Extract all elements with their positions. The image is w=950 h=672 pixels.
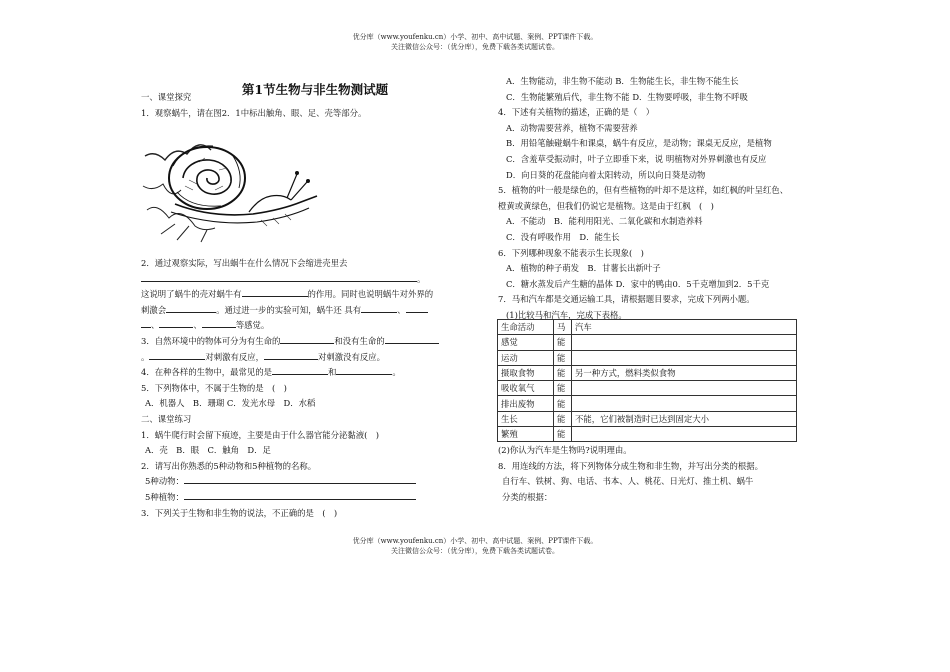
table-cell: 另一种方式，燃料类似食物 [572, 365, 797, 380]
blank[interactable] [149, 350, 205, 360]
practice-1: 1．蜗牛爬行时会留下痕迹，主要是由于什么器官能分泌黏液( ) [141, 429, 379, 440]
q4-option-d: D．向日葵的花盘能向着太阳转动，所以向日葵是动物 [506, 169, 706, 180]
footer-line-2: 关注微信公众号：（优分库），免费下载各类试题试卷。 [391, 547, 559, 555]
table-cell: 能 [554, 365, 572, 380]
table-cell: 能 [554, 350, 572, 365]
question-5-options: A．机器人 B．珊瑚 C．发光水母 D．水稻 [145, 398, 316, 409]
header-line-2: 关注微信公众号：（优分库），免费下载各类试题试卷。 [391, 43, 559, 51]
question-3-cont: 。 对刺激有反应， 对刺激没有反应。 [141, 351, 385, 362]
q6-options-ab: A．植物的种子萌发 B．甘薯长出新叶子 [506, 263, 661, 274]
question-2-answer-line: 。 [141, 272, 476, 288]
practice-1-options: A．壳 B．眼 C．触角 D．足 [145, 445, 271, 456]
blank[interactable] [184, 490, 416, 500]
snail-stimulus-line: 刺激会 。通过进一步的实验可知，蜗牛还 具有 、 [141, 303, 476, 319]
table-row [498, 335, 797, 350]
section-2-heading: 二、课堂练习 [141, 413, 192, 424]
table-cell: 感觉 [498, 335, 554, 350]
question-6: 6．下列哪种现象不能表示生长现象( ) [498, 247, 644, 258]
blank[interactable] [159, 318, 193, 328]
blank[interactable] [141, 272, 417, 282]
snail-shell-line: 这说明了蜗牛的壳对蜗牛有 的作用。同时也说明蜗牛对外界的 [141, 289, 434, 300]
blank[interactable] [184, 474, 416, 484]
table-cell: 摄取食物 [498, 365, 554, 380]
q4-option-b: B．用铅笔触碰蜗牛和课桌，蜗牛有反应，是动物；课桌无反应，是植物 [506, 138, 772, 149]
question-1: 1．观察蜗牛，请在图2．1中标出触角、眼、足、壳等部分。 [141, 107, 367, 118]
question-5: 5．下列物体中，不属于生物的是 ( ) [141, 382, 287, 393]
table-cell[interactable] [572, 396, 797, 411]
blank[interactable] [272, 365, 328, 375]
option-line-2: C．生物能繁殖后代，非生物不能 D．生物要呼吸，非生物不呼吸 [506, 91, 748, 102]
table-cell: 排出废物 [498, 396, 554, 411]
horse-car-table [497, 319, 797, 442]
left-column-lower [141, 256, 476, 521]
blank[interactable] [361, 303, 397, 313]
table-cell: 能 [554, 335, 572, 350]
practice-2-plants: 5种植物： [141, 490, 476, 506]
question-7: 7．马和汽车都是交通运输工具，请根据题目要求，完成下列两小题。 [498, 294, 755, 305]
question-7-part-2: (2)你认为汽车是生物吗?说明理由。 [498, 445, 632, 455]
table-row [498, 350, 797, 365]
page-title: 第1节生物与非生物测试题 [241, 82, 389, 97]
table-cell[interactable] [572, 427, 797, 442]
question-8: 8．用连线的方法，将下列物体分成生物和非生物，并写出分类的根据。 [498, 460, 763, 471]
question-2: 2．通过观察实际，写出蜗牛在什么情况下会缩进壳里去 [141, 258, 348, 268]
blank[interactable] [385, 334, 439, 344]
table-row [498, 320, 797, 335]
footer-line-1: 优分库（www.youfenku.cn）小学、初中、高中试题、案例、PPT课件下载。 [352, 537, 598, 545]
q4-option-c: C．含羞草受振动时，叶子立即垂下来，说 明植物对外界刺激也有反应 [506, 153, 767, 164]
table-cell[interactable] [572, 350, 797, 365]
table-row [498, 365, 797, 380]
table-cell: 繁殖 [498, 427, 554, 442]
question-4: 4．在种各样的生物中，最常见的是 和 。 [141, 367, 401, 378]
table-cell: 马 [554, 320, 572, 335]
q5-options-ab: A．不能动 B．能利用阳光、二氧化碳和水制造养料 [506, 216, 703, 227]
q5-options-cd: C．没有呼吸作用 D．能生长 [506, 231, 620, 242]
page-footer [0, 536, 950, 556]
section-1-heading: 一、课堂探究 [141, 92, 192, 102]
left-column [141, 90, 471, 121]
option-line-1: A．生物能动，非生物不能动 B．生物能生长，非生物不能生长 [506, 76, 739, 86]
table-row [498, 396, 797, 411]
table-cell: 不能，它们被制造时已达到固定大小 [572, 411, 797, 426]
question-7-part-1: (1)比较马和汽车，完成下表格。 [506, 309, 627, 320]
table-cell: 能 [554, 381, 572, 396]
blank[interactable] [166, 303, 216, 313]
table-cell: 能 [554, 396, 572, 411]
table-row [498, 411, 797, 426]
blank[interactable] [242, 287, 308, 297]
table-cell: 能 [554, 427, 572, 442]
table-cell: 运动 [498, 350, 554, 365]
page-header [0, 32, 950, 52]
q4-option-a: A．动物需要营养，植物不需要营养 [506, 122, 638, 133]
question-5-right: 5．植物的叶一般是绿色的，但有些植物的叶却不是这样，如红枫的叶呈红色、 [498, 185, 789, 196]
snail-illustration [141, 126, 321, 244]
blank[interactable] [264, 350, 318, 360]
table-cell[interactable] [572, 335, 797, 350]
blank[interactable] [141, 318, 151, 328]
blank[interactable] [336, 365, 392, 375]
right-column-lower [498, 443, 828, 505]
practice-2: 2．请写出你熟悉的5种动物和5种植物的名称。 [141, 460, 317, 471]
question-5-right-cont: 橙黄或黄绿色，但我们仍说它是植物。这是由于红枫 ( ) [498, 200, 714, 211]
question-3: 3．自然环境中的物体可分为有生命的 和没有生命的 [141, 334, 476, 350]
practice-3: 3．下列关于生物和非生物的说法，不正确的是 ( ) [141, 507, 338, 518]
table-cell: 生命活动 [498, 320, 554, 335]
blank[interactable] [280, 334, 334, 344]
table-cell: 生长 [498, 411, 554, 426]
header-line-1: 优分库（www.youfenku.cn）小学、初中、高中试题、案例、PPT课件下载。 [352, 33, 598, 41]
table-cell: 吸收氧气 [498, 381, 554, 396]
table-row [498, 381, 797, 396]
practice-2-animals: 5种动物： [141, 474, 476, 490]
blank[interactable] [202, 318, 236, 328]
snail-senses-line: 、 、 等感觉。 [141, 318, 476, 334]
question-8-items: 自行车、铁树、狗、电话、书本、人、桃花、日光灯、推土机、蜗牛 [502, 476, 754, 487]
table-cell[interactable] [572, 381, 797, 396]
question-4-right: 4．下述有关植物的描述，正确的是（ ） [498, 107, 655, 118]
blank[interactable] [406, 303, 428, 313]
table-row [498, 427, 797, 442]
q6-options-cd: C．糖水蒸发后产生糖的晶体 D．家中的鸭由0．5千克增加到2．5千克 [506, 278, 770, 289]
table-cell: 汽车 [572, 320, 797, 335]
table-cell: 能 [554, 411, 572, 426]
question-8-basis: 分类的根据： [502, 491, 553, 502]
right-column [498, 74, 828, 324]
